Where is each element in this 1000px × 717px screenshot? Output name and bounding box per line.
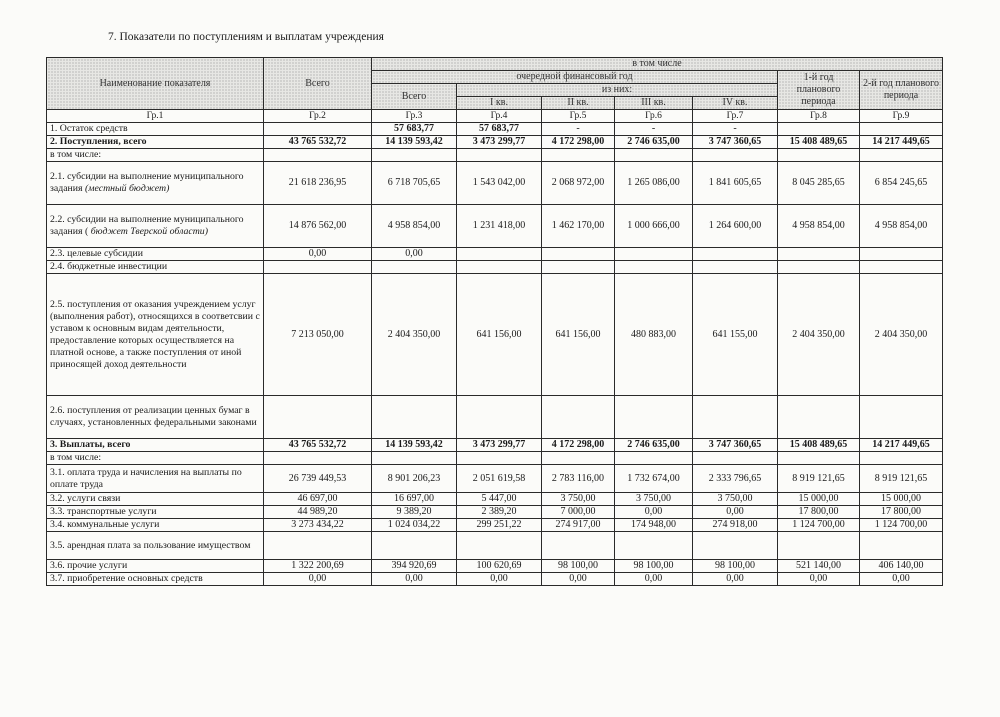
value-cell: 2 051 619,58 [457, 465, 542, 493]
value-cell: 2 746 635,00 [615, 439, 693, 452]
row-label [47, 465, 264, 493]
header-plan-year-2: 2-й год планового периода [860, 71, 943, 110]
value-cell [693, 149, 778, 162]
value-cell: 0,00 [615, 573, 693, 586]
row-label [47, 205, 264, 248]
value-cell: 4 958 854,00 [778, 205, 860, 248]
value-cell [542, 452, 615, 465]
value-cell: 7 213 050,00 [264, 274, 372, 396]
value-cell: 5 447,00 [457, 493, 542, 506]
value-cell: 641 155,00 [693, 274, 778, 396]
row-label-text: 1. Остаток средств [50, 123, 128, 134]
header-total: Всего [264, 58, 372, 110]
value-cell [264, 261, 372, 274]
header-name: Наименование показателя [47, 58, 264, 110]
table-row [47, 248, 943, 261]
row-label [47, 560, 264, 573]
value-cell: 0,00 [693, 573, 778, 586]
value-cell [264, 123, 372, 136]
row-label [47, 519, 264, 532]
value-cell: 641 156,00 [457, 274, 542, 396]
row-label [47, 396, 264, 439]
row-label [47, 573, 264, 586]
column-number: Гр.9 [860, 110, 943, 123]
table-row [47, 162, 943, 205]
header-q1: I кв. [457, 97, 542, 110]
row-label-text: 3.4. коммунальные услуги [50, 519, 160, 530]
table-row [47, 123, 943, 136]
value-cell [372, 396, 457, 439]
value-cell [778, 396, 860, 439]
column-number: Гр.2 [264, 110, 372, 123]
row-label [47, 439, 264, 452]
value-cell: 15 408 489,65 [778, 439, 860, 452]
value-cell [860, 248, 943, 261]
value-cell: 1 264 600,00 [693, 205, 778, 248]
value-cell: 14 217 449,65 [860, 439, 943, 452]
row-label-text: 3.6. прочие услуги [50, 560, 128, 571]
value-cell: 15 000,00 [860, 493, 943, 506]
row-label [47, 532, 264, 560]
row-label-text: 3.5. арендная плата за пользование имуществом [50, 539, 251, 551]
value-cell: 44 989,20 [264, 506, 372, 519]
value-cell: 1 265 086,00 [615, 162, 693, 205]
value-cell: 2 333 796,65 [693, 465, 778, 493]
row-label-text: 2.6. поступления от реализации ценных бумаг в случаях, установленных федеральными законами [50, 405, 257, 428]
table-row [47, 493, 943, 506]
table-row [47, 261, 943, 274]
value-cell [693, 396, 778, 439]
row-label-text: в том числе: [50, 149, 102, 160]
value-cell: 98 100,00 [615, 560, 693, 573]
value-cell [615, 248, 693, 261]
value-cell: 1 841 605,65 [693, 162, 778, 205]
value-cell [372, 261, 457, 274]
value-cell: 98 100,00 [693, 560, 778, 573]
page-title: 7. Показатели по поступлениям и выплатам учреждения [108, 31, 384, 43]
table-row [47, 506, 943, 519]
value-cell: 641 156,00 [542, 274, 615, 396]
value-cell [860, 123, 943, 136]
value-cell: 1 124 700,00 [860, 519, 943, 532]
value-cell [693, 248, 778, 261]
value-cell: 9 389,20 [372, 506, 457, 519]
value-cell: 4 172 298,00 [542, 136, 615, 149]
value-cell [457, 452, 542, 465]
value-cell [693, 532, 778, 560]
value-cell [542, 248, 615, 261]
value-cell [264, 396, 372, 439]
value-cell: 8 919 121,65 [778, 465, 860, 493]
row-label-text: в том числе: [50, 452, 102, 463]
value-cell: 98 100,00 [542, 560, 615, 573]
value-cell [860, 452, 943, 465]
table-row [47, 560, 943, 573]
value-cell: 0,00 [264, 248, 372, 261]
value-cell: 7 000,00 [542, 506, 615, 519]
row-label [47, 136, 264, 149]
value-cell [693, 452, 778, 465]
value-cell: 274 917,00 [542, 519, 615, 532]
value-cell: 299 251,22 [457, 519, 542, 532]
row-label-text: 3. Выплаты, всего [50, 439, 131, 450]
row-label-note: бюджет Тверской области) [90, 226, 208, 237]
value-cell: 3 473 299,77 [457, 136, 542, 149]
value-cell: 8 045 285,65 [778, 162, 860, 205]
row-label [47, 261, 264, 274]
value-cell: 57 683,77 [372, 123, 457, 136]
value-cell: 46 697,00 [264, 493, 372, 506]
value-cell: 43 765 532,72 [264, 136, 372, 149]
value-cell: 2 404 350,00 [372, 274, 457, 396]
value-cell [860, 261, 943, 274]
value-cell [457, 396, 542, 439]
value-cell: 14 139 593,42 [372, 439, 457, 452]
table-row [47, 136, 943, 149]
table-row [47, 532, 943, 560]
row-label-text: 3.2. услуги связи [50, 493, 121, 504]
row-label-text: 3.3. транспортные услуги [50, 506, 157, 517]
value-cell: 480 883,00 [615, 274, 693, 396]
value-cell [457, 248, 542, 261]
table-row [47, 573, 943, 586]
row-label-note: (местный бюджет) [85, 183, 170, 194]
value-cell: 0,00 [372, 573, 457, 586]
value-cell [542, 261, 615, 274]
value-cell [615, 396, 693, 439]
value-cell: 14 139 593,42 [372, 136, 457, 149]
value-cell: 0,00 [372, 248, 457, 261]
column-number: Гр.7 [693, 110, 778, 123]
row-label [47, 506, 264, 519]
header-of-them: из них: [457, 84, 778, 97]
value-cell: 2 068 972,00 [542, 162, 615, 205]
value-cell [778, 452, 860, 465]
value-cell: 15 408 489,65 [778, 136, 860, 149]
value-cell: 17 800,00 [778, 506, 860, 519]
table-row [47, 519, 943, 532]
header-plan-year-1: 1-й год планового периода [778, 71, 860, 110]
table-row [47, 205, 943, 248]
column-number: Гр.8 [778, 110, 860, 123]
value-cell: 1 231 418,00 [457, 205, 542, 248]
value-cell: 1 000 666,00 [615, 205, 693, 248]
value-cell [542, 149, 615, 162]
row-label-text: 2.3. целевые субсидии [50, 248, 144, 259]
value-cell: 57 683,77 [457, 123, 542, 136]
value-cell: 406 140,00 [860, 560, 943, 573]
value-cell: 1 322 200,69 [264, 560, 372, 573]
value-cell: 3 750,00 [693, 493, 778, 506]
column-number: Гр.6 [615, 110, 693, 123]
row-label-text: 3.7. приобретение основных средств [50, 573, 203, 584]
row-label [47, 248, 264, 261]
value-cell: 4 958 854,00 [372, 205, 457, 248]
value-cell: 2 746 635,00 [615, 136, 693, 149]
value-cell [778, 149, 860, 162]
table-row [47, 396, 943, 439]
value-cell: 521 140,00 [778, 560, 860, 573]
value-cell: 14 217 449,65 [860, 136, 943, 149]
value-cell: 8 919 121,65 [860, 465, 943, 493]
row-label-text: 2.4. бюджетные инвестиции [50, 261, 168, 272]
value-cell [778, 123, 860, 136]
value-cell: 100 620,69 [457, 560, 542, 573]
value-cell: 3 747 360,65 [693, 136, 778, 149]
value-cell [542, 532, 615, 560]
value-cell: 6 718 705,65 [372, 162, 457, 205]
value-cell [778, 261, 860, 274]
row-label-text: 2.1. субсидии на выполнение муниципального задания [50, 171, 244, 194]
value-cell: 17 800,00 [860, 506, 943, 519]
value-cell: 6 854 245,65 [860, 162, 943, 205]
column-number: Гр.4 [457, 110, 542, 123]
value-cell: 1 543 042,00 [457, 162, 542, 205]
value-cell: 1 732 674,00 [615, 465, 693, 493]
value-cell: 2 389,20 [457, 506, 542, 519]
value-cell: 1 024 034,22 [372, 519, 457, 532]
value-cell [457, 149, 542, 162]
value-cell: 14 876 562,00 [264, 205, 372, 248]
value-cell [457, 532, 542, 560]
value-cell: 394 920,69 [372, 560, 457, 573]
value-cell: 0,00 [542, 573, 615, 586]
value-cell: 3 750,00 [542, 493, 615, 506]
column-number-row [47, 110, 943, 123]
header-current-total: Всего [372, 84, 457, 110]
value-cell: 1 124 700,00 [778, 519, 860, 532]
value-cell [542, 396, 615, 439]
value-cell: 16 697,00 [372, 493, 457, 506]
value-cell [264, 452, 372, 465]
table-row [47, 452, 943, 465]
value-cell: 0,00 [615, 506, 693, 519]
value-cell [860, 396, 943, 439]
value-cell: 15 000,00 [778, 493, 860, 506]
value-cell [615, 532, 693, 560]
value-cell: 0,00 [264, 573, 372, 586]
column-number: Гр.5 [542, 110, 615, 123]
value-cell: 2 404 350,00 [860, 274, 943, 396]
value-cell: 2 783 116,00 [542, 465, 615, 493]
value-cell: 174 948,00 [615, 519, 693, 532]
header-q2: II кв. [542, 97, 615, 110]
value-cell [615, 261, 693, 274]
column-number: Гр.1 [47, 110, 264, 123]
table-row [47, 439, 943, 452]
value-cell: 8 901 206,23 [372, 465, 457, 493]
value-cell: 274 918,00 [693, 519, 778, 532]
header-current-year: очередной финансовый год [372, 71, 778, 84]
row-label-text: 2.2. субсидии на выполнение муниципального задания ( [50, 214, 244, 237]
value-cell: 43 765 532,72 [264, 439, 372, 452]
value-cell: - [615, 123, 693, 136]
finance-table [46, 57, 943, 586]
value-cell [264, 532, 372, 560]
value-cell: 1 462 170,00 [542, 205, 615, 248]
value-cell [860, 532, 943, 560]
value-cell [615, 149, 693, 162]
row-label-text: 2.5. поступления от оказания учреждением услуг (выполнения работ), относящихся в соответсвии с уставом к основным видам деятельности, предоставление которых осуществляется на платной основе, а также поступления от иной приносящей доход деятельности [50, 298, 260, 370]
row-label [47, 162, 264, 205]
value-cell: - [693, 123, 778, 136]
value-cell: 3 273 434,22 [264, 519, 372, 532]
value-cell: - [542, 123, 615, 136]
value-cell [693, 261, 778, 274]
value-cell [860, 149, 943, 162]
value-cell: 21 618 236,95 [264, 162, 372, 205]
column-number: Гр.3 [372, 110, 457, 123]
row-label [47, 274, 264, 396]
value-cell: 3 747 360,65 [693, 439, 778, 452]
value-cell [457, 261, 542, 274]
value-cell: 0,00 [693, 506, 778, 519]
header-including: в том числе [372, 58, 943, 71]
value-cell [372, 532, 457, 560]
row-label [47, 452, 264, 465]
table-row [47, 149, 943, 162]
row-label [47, 493, 264, 506]
value-cell: 3 750,00 [615, 493, 693, 506]
value-cell [372, 452, 457, 465]
value-cell: 26 739 449,53 [264, 465, 372, 493]
row-label-text: 3.1. оплата труда и начисления на выплаты по оплате труда [50, 466, 242, 490]
row-label [47, 123, 264, 136]
value-cell: 2 404 350,00 [778, 274, 860, 396]
row-label-text: 2. Поступления, всего [50, 136, 147, 147]
value-cell [778, 532, 860, 560]
header-q3: III кв. [615, 97, 693, 110]
table-row [47, 274, 943, 396]
value-cell [372, 149, 457, 162]
header-q4: IV кв. [693, 97, 778, 110]
value-cell: 0,00 [457, 573, 542, 586]
table-row [47, 465, 943, 493]
value-cell [615, 452, 693, 465]
value-cell [264, 149, 372, 162]
value-cell: 3 473 299,77 [457, 439, 542, 452]
value-cell: 0,00 [778, 573, 860, 586]
value-cell: 0,00 [860, 573, 943, 586]
row-label [47, 149, 264, 162]
value-cell: 4 172 298,00 [542, 439, 615, 452]
value-cell [778, 248, 860, 261]
value-cell: 4 958 854,00 [860, 205, 943, 248]
